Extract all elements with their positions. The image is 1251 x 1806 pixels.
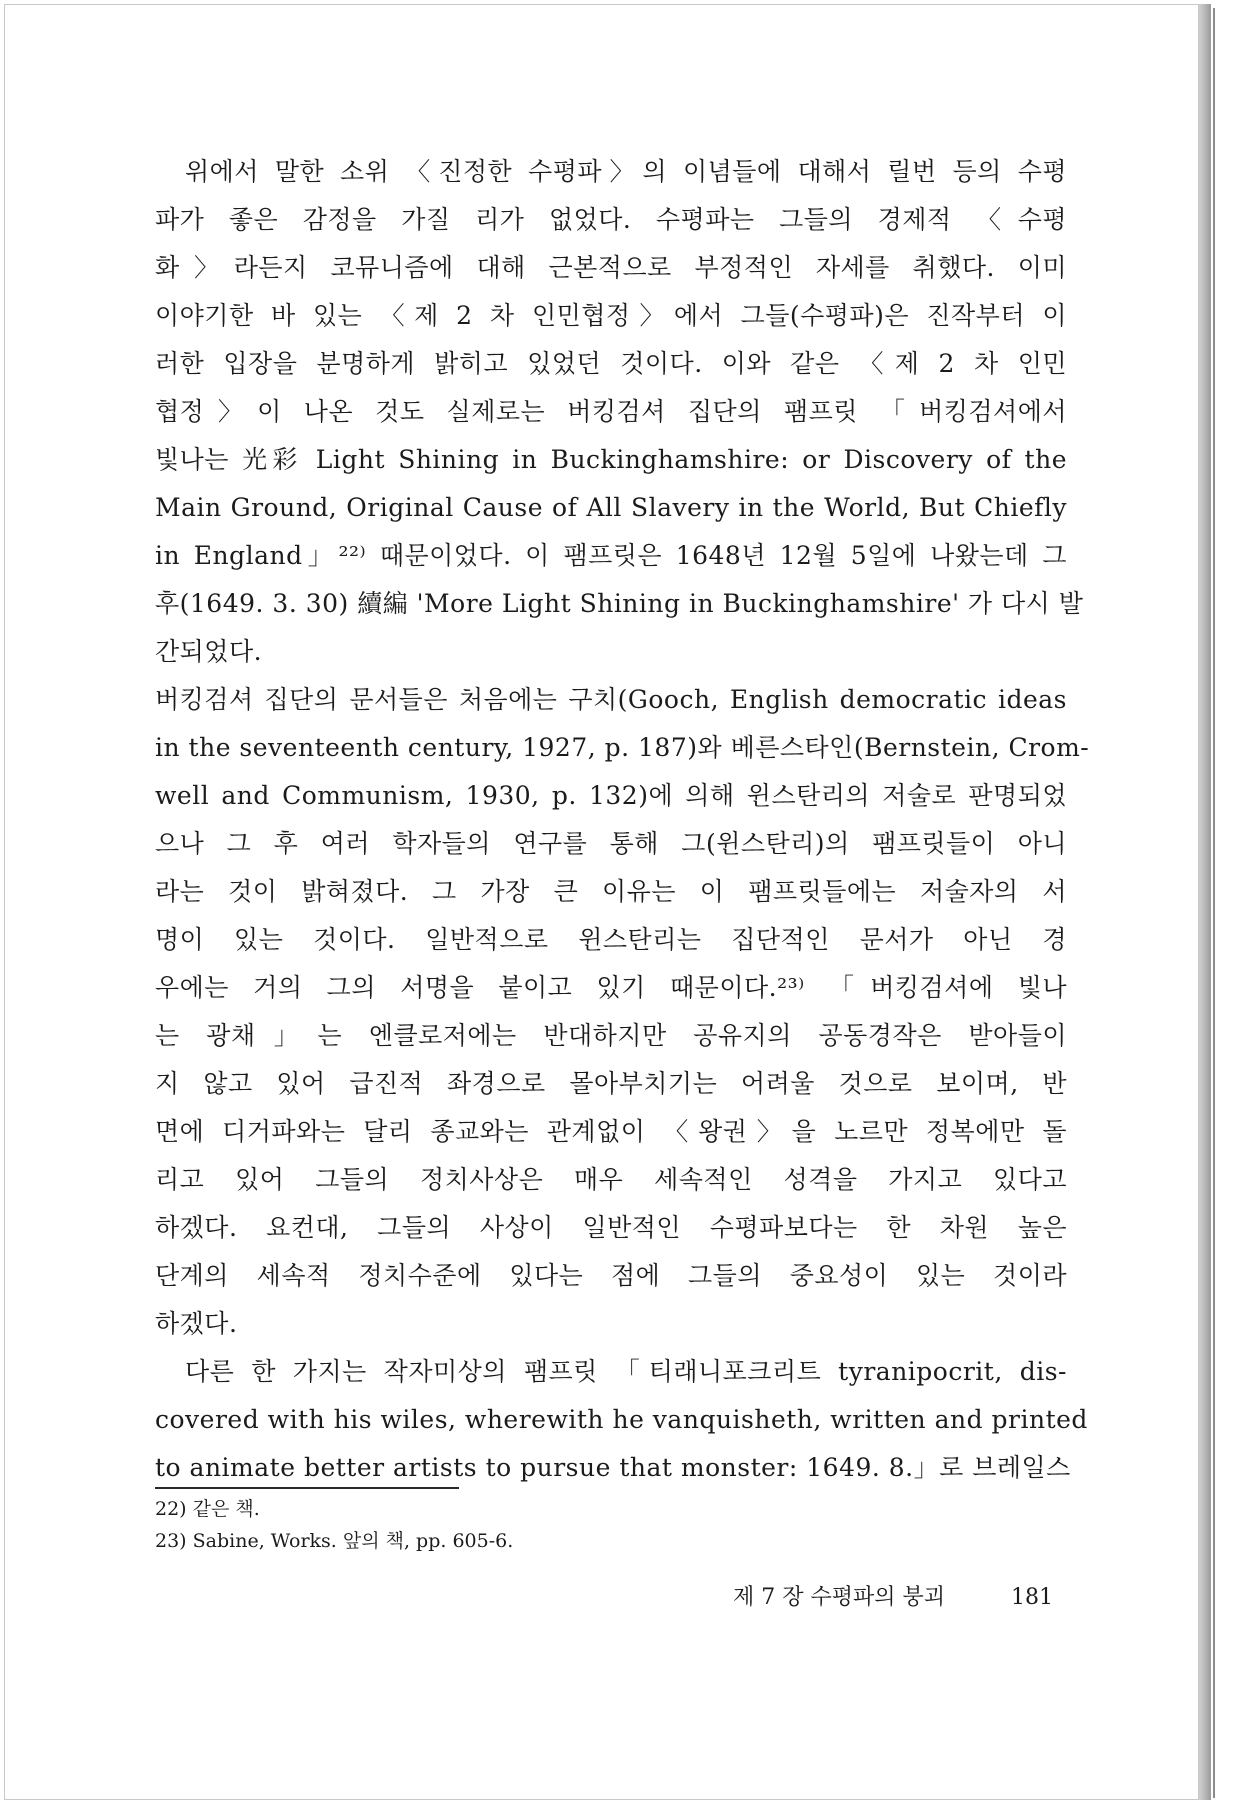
body-text	[155, 148, 1090, 1492]
text-line: 파가 좋은 감정을 가질 리가 없었다. 수평파는 그들의 경제적 〈수평	[155, 205, 1067, 234]
text-line: Main Ground, Original Cause of All Slavery in the World, But Chiefly	[155, 493, 1067, 522]
chapter-title: 제 7 장 수평파의 붕괴	[733, 1585, 945, 1610]
text-line: 우에는 거의 그의 서명을 붙이고 있기 때문이다.²³⁾ 「버킹검셔에 빛나	[155, 973, 1067, 1002]
text-line: 버킹검셔 집단의 문서들은 처음에는 구치(Gooch, English democratic ideas	[155, 685, 1067, 714]
page-edge-shadow	[1213, 8, 1215, 1798]
footnote-22: 22) 같은 책.	[155, 1498, 260, 1520]
text-line: 는 광채」는 엔클로저에는 반대하지만 공유지의 공동경작은 받아들이	[155, 1021, 1067, 1050]
page-stack-edge	[1199, 4, 1211, 1800]
text-line: 이야기한 바 있는 〈제 2 차 인민협정〉에서 그들(수평파)은 진작부터 이	[155, 301, 1067, 330]
paragraph-3	[155, 1348, 1088, 1492]
footnote-23: 23) Sabine, Works. 앞의 책, pp. 605-6.	[155, 1530, 514, 1552]
text-line: 명이 있는 것이다. 일반적으로 윈스탄리는 집단적인 문서가 아닌 경	[155, 925, 1067, 954]
text-line: 리고 있어 그들의 정치사상은 매우 세속적인 성격을 가지고 있다고	[155, 1165, 1067, 1194]
text-line: 다른 한 가지는 작자미상의 팸프릿 「티래니포크리트 tyranipocrit, dis-	[185, 1357, 1067, 1386]
text-line: 화〉라든지 코뮤니즘에 대해 근본적으로 부정적인 자세를 취했다. 이미	[155, 253, 1067, 282]
text-line: 하겠다. 요컨대, 그들의 사상이 일반적인 수평파보다는 한 차원 높은	[155, 1213, 1067, 1242]
paragraph-1	[155, 148, 1084, 676]
text-line: 면에 디거파와는 달리 종교와는 관계없이 〈왕권〉을 노르만 정복에만 돌	[155, 1117, 1067, 1146]
text-line: covered with his wiles, wherewith he vanquisheth, written and printed	[155, 1405, 1088, 1434]
text-line: in England」²²⁾ 때문이었다. 이 팸프릿은 1648년 12월 5일에 나왔는데 그	[155, 541, 1067, 570]
text-line: 위에서 말한 소위 〈진정한 수평파〉의 이념들에 대해서 릴번 등의 수평	[185, 157, 1067, 186]
footnote-divider	[155, 1487, 459, 1489]
text-line: 단계의 세속적 정치수준에 있다는 점에 그들의 중요성이 있는 것이라	[155, 1261, 1067, 1290]
paragraph-2	[155, 676, 1090, 1348]
text-line: 하겠다.	[155, 1309, 238, 1338]
running-footer	[733, 1580, 1053, 1616]
text-line: 러한 입장을 분명하게 밝히고 있었던 것이다. 이와 같은 〈제 2 차 인민	[155, 349, 1067, 378]
text-line: to animate better artists to pursue that monster: 1649. 8.」로 브레일스	[155, 1453, 1071, 1482]
footnotes	[155, 1493, 755, 1557]
text-line: 으나 그 후 여러 학자들의 연구를 통해 그(윈스탄리)의 팸프릿들이 아니	[155, 829, 1067, 858]
text-line: 빛나는 光彩 Light Shining in Buckinghamshire: or Discovery of the	[155, 445, 1067, 474]
text-line: in the seventeenth century, 1927, p. 187)와 베른스타인(Bernstein, Crom-	[155, 733, 1090, 762]
text-line: 후(1649. 3. 30) 續編 'More Light Shining in Buckinghamshire' 가 다시 발	[155, 589, 1084, 618]
text-line: 라는 것이 밝혀졌다. 그 가장 큰 이유는 이 팸프릿들에는 저술자의 서	[155, 877, 1067, 906]
page-number: 181	[1011, 1585, 1053, 1610]
text-line: 간되었다.	[155, 637, 263, 666]
text-line: well and Communism, 1930, p. 132)에 의해 윈스탄리의 저술로 판명되었	[155, 781, 1067, 810]
text-line: 지 않고 있어 급진적 좌경으로 몰아부치기는 어려울 것으로 보이며, 반	[155, 1069, 1067, 1098]
text-line: 협정〉이 나온 것도 실제로는 버킹검셔 집단의 팸프릿 「버킹검셔에서	[155, 397, 1067, 426]
